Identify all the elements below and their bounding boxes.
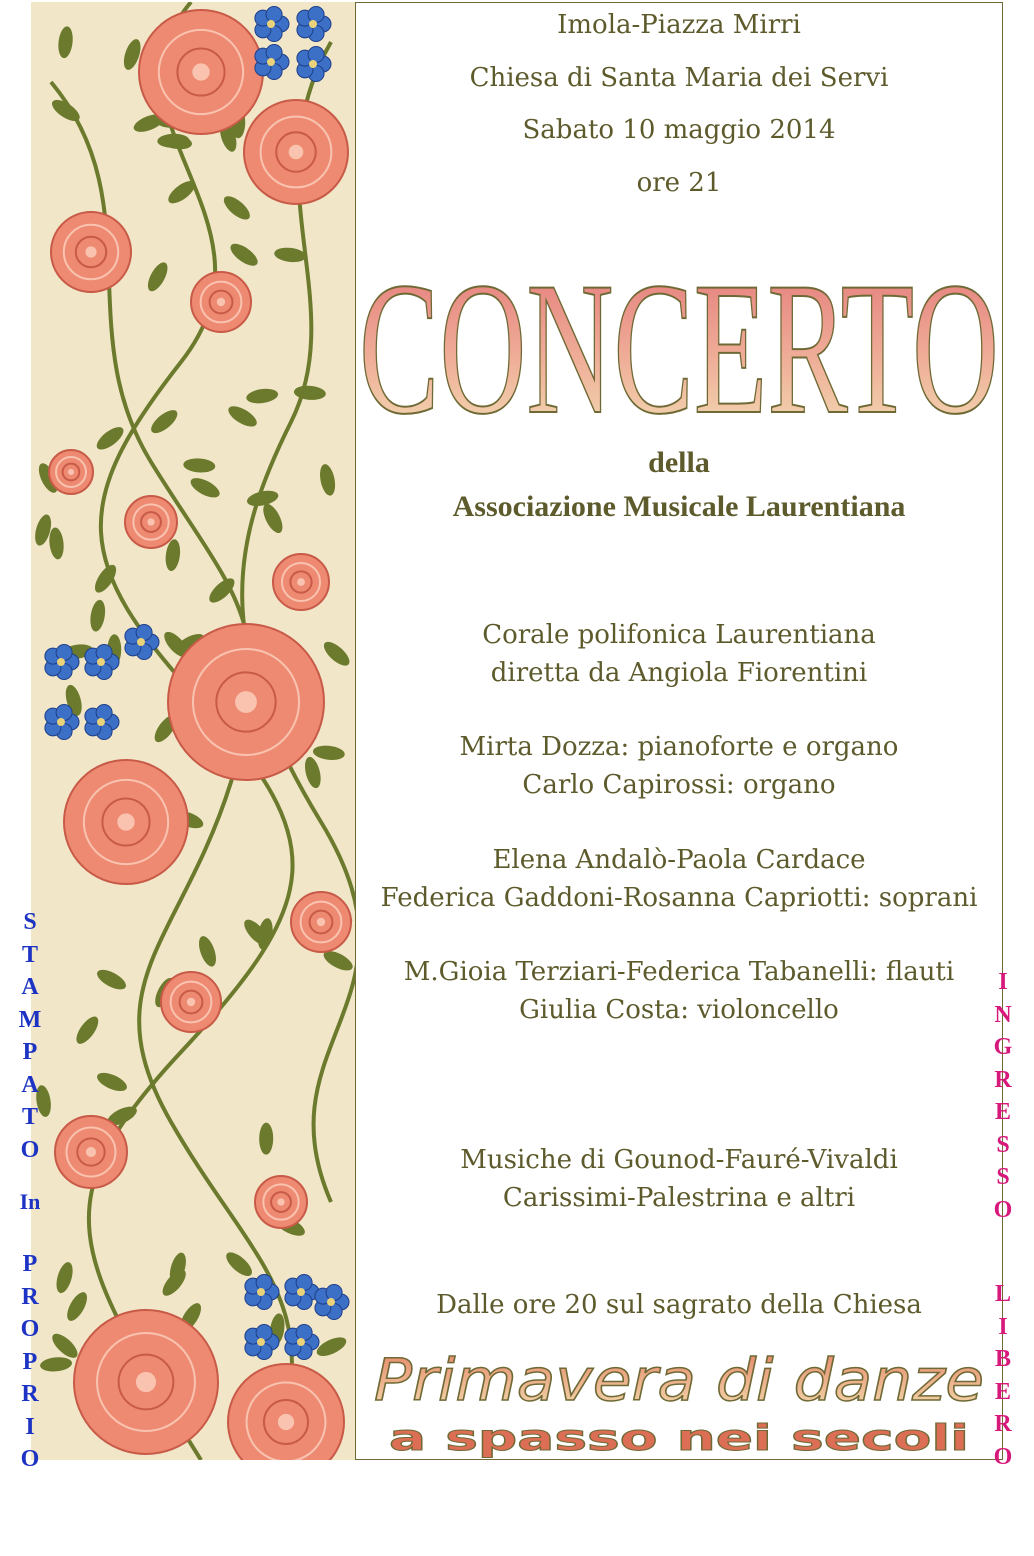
performer-line: Giulia Costa: violoncello [519,995,839,1025]
tapestry-forget-me-not-center [57,658,65,666]
vertical-letter: A [21,1071,39,1098]
tapestry-forget-me-not-center [257,1288,265,1296]
dance-title: Primavera di danze [374,1346,984,1414]
performer-line: Federica Gaddoni-Rosanna Capriotti: soprani [380,883,978,913]
performer-line: M.Gioia Terziari-Federica Tabanelli: flauti [403,957,955,987]
dance-subtitle: a spasso nei secoli [389,1418,969,1459]
tapestry-rose-center [297,578,305,586]
tapestry-forget-me-not-petal [308,6,324,22]
tapestry-forget-me-not-petal [308,46,324,62]
vertical-label-in [15,1186,45,1219]
tapestry-rose-center [68,469,74,475]
tapestry-forget-me-not-petal [256,1324,272,1340]
vertical-letter: S [996,1131,1010,1158]
dance-title-block [355,1330,1003,1460]
floral-tapestry-pattern [31,2,355,1460]
tapestry-forget-me-not-center [267,20,275,28]
event-time: ore 21 [636,168,722,198]
tapestry-forget-me-not-petal [296,1324,312,1340]
tapestry-forget-me-not-center [97,718,105,726]
vertical-letter: M [18,1006,42,1033]
vertical-letter: T [21,1104,38,1130]
tapestry-rose-center [136,1372,156,1392]
tapestry-rose-center [217,298,225,306]
vertical-letter: O [20,1316,40,1342]
tapestry-forget-me-not-petal [136,624,152,640]
vertical-letter: I [998,1313,1008,1340]
vertical-letter: L [994,1281,1011,1307]
vertical-letter: P [22,1348,38,1375]
floral-tapestry-image [31,2,355,1460]
vertical-letter: R [21,1381,39,1407]
performer-line: Elena Andalò-Paola Cardace [492,845,866,875]
tapestry-forget-me-not-center [137,638,145,646]
tapestry-forget-me-not-center [309,60,317,68]
tapestry-forget-me-not-center [327,1298,335,1306]
vertical-letter: A [21,974,39,1000]
tapestry-forget-me-not-center [297,1338,305,1346]
vertical-label-stampato [15,906,45,1166]
tapestry-forget-me-not-petal [266,6,282,22]
tapestry-forget-me-not-petal [326,1284,342,1300]
tapestry-forget-me-not-center [297,1288,305,1296]
pre-event-note: Dalle ore 20 sul sagrato della Chiesa [436,1290,922,1320]
vertical-letter: S [996,1164,1010,1190]
tapestry-forget-me-not-center [257,1338,265,1346]
tapestry-rose-center [147,518,154,525]
organizer-line2: Associazione Musicale Laurentiana [452,490,906,523]
tapestry-rose-center [235,691,257,713]
vertical-label-proprio [15,1248,45,1476]
vertical-letter: R [994,1066,1012,1093]
vertical-label-ingresso [988,966,1018,1226]
concerto-headline-text: CONCERTO [359,262,999,432]
poster-panel [355,2,1003,1460]
venue-church: Chiesa di Santa Maria dei Servi [469,63,889,93]
vertical-letter: N [994,1001,1012,1028]
tapestry-rose-center [278,1414,294,1430]
organizer-line1: della [648,446,710,479]
performer-line: Carlo Capirossi: organo [522,770,836,800]
program-line: Musiche di Gounod-Fauré-Vivaldi [460,1145,898,1175]
vertical-letter: R [21,1283,39,1310]
tapestry-rose-center [277,1198,284,1205]
tapestry-rose-center [85,246,96,257]
tapestry-forget-me-not-petal [256,1274,272,1290]
tapestry-forget-me-not-petal [266,44,282,60]
tapestry-rose-center [117,813,134,830]
vertical-letter: O [20,1446,40,1472]
vertical-letter: B [994,1346,1011,1372]
tapestry-forget-me-not-petal [56,644,72,660]
venue-square: Imola-Piazza Mirri [557,10,801,40]
vertical-letter: O [993,1196,1013,1223]
vertical-letter: G [993,1034,1013,1060]
vertical-letter: O [993,1443,1013,1470]
tapestry-rose-center [317,918,325,926]
vertical-letter: S [23,909,37,935]
tapestry-rose-center [86,1147,96,1157]
program-line: Carissimi-Palestrina e altri [502,1183,856,1213]
performer-line: Mirta Dozza: pianoforte e organo [459,732,899,762]
concerto-headline [355,262,1003,432]
performer-line: Corale polifonica Laurentiana [482,620,876,650]
vertical-letter: E [994,1099,1011,1125]
tapestry-forget-me-not-center [267,58,275,66]
vertical-letter: O [20,1136,40,1163]
tapestry-rose-center [187,998,195,1006]
tapestry-forget-me-not-center [97,658,105,666]
tapestry-forget-me-not-petal [56,704,72,720]
vertical-letter: I [25,1413,35,1440]
tapestry-rose-center [289,145,304,160]
tapestry-forget-me-not-center [309,20,317,28]
vertical-letter: R [994,1411,1012,1437]
vertical-letter: In [19,1189,41,1214]
vertical-letter: P [22,1251,38,1277]
vertical-letter: T [21,941,38,968]
tapestry-forget-me-not-petal [96,704,112,720]
vertical-letter: P [22,1039,38,1065]
event-date: Sabato 10 maggio 2014 [522,115,836,145]
performer-line: diretta da Angiola Fiorentini [490,658,868,688]
tapestry-forget-me-not-petal [96,644,112,660]
tapestry-forget-me-not-petal [296,1274,312,1290]
tapestry-forget-me-not-center [57,718,65,726]
vertical-letter: I [998,969,1008,995]
vertical-label-libero [988,1278,1018,1473]
tapestry-rose-center [192,63,209,80]
vertical-letter: E [994,1378,1011,1405]
